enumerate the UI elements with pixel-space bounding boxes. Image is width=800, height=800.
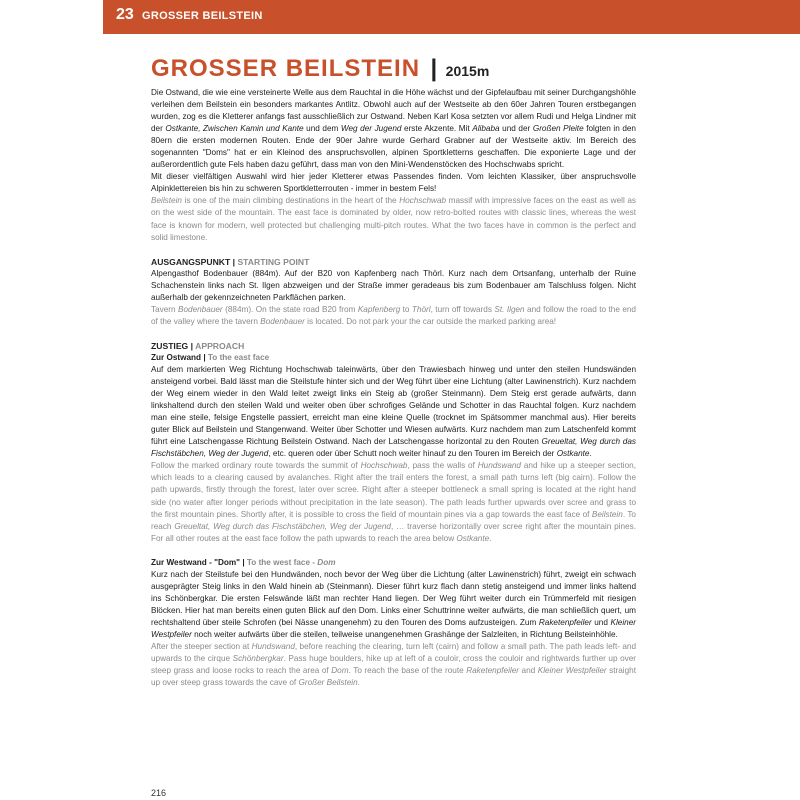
east-face-en: Follow the marked ordinary route towards the summit of Hochschwab, pass the walls of Hundswand and hike up a steeper section, which leads to a clearing caused by avalanches. Right after the trail enters the forest, a small path turns left (big cairn). Follow the path upwards, firstly through the forest, later over scree. Right after a steeper bottleneck a small spring is located at the right hand side (no water after longer periods without precipitation in the late season). The path leads further upwards over scree and grass to the first mountain pines. Shortly after, it is possible to cross the field of mountain pines via a gap towards the east face of Beilstein. To reach Greueltat, Weg durch das Fischstäbchen, Weg der Jugend, … traverse horizontally over scree right after the mountain pines. For all other routes at the east face follow the path upwards to reach the area below Ostkante. xyxy=(151,461,637,543)
chapter-number: 23 xyxy=(116,6,134,23)
east-face-heading: Zur Ostwand | To the east face xyxy=(151,352,270,362)
intro-paragraph-de-2: Mit dieser vielfältigen Auswahl wird hier jeder Kletterer etwas Passendes finden. Vom leichten Klassiker, über anspruchsvolle Alpinklettereien bis hin zu schweren Sportkletterrouten - immer in bestem Fels! xyxy=(151,172,636,194)
west-face-heading: Zur Westwand - "Dom" | To the west face - Dom xyxy=(151,557,336,567)
title-separator: | xyxy=(430,55,438,82)
starting-point-de: Alpengasthof Bodenbauer (884m). Auf der B20 von Kapfenberg nach Thörl. Kurz nach dem Ortsanfang, unterhalb der Ruine Schachenstein links nach St. Ilgen abzweigen und der Straße immer geradeaus bis zum Bodenbauer am Talschluss folgen. Nicht außerhalb der gekennzeichneten Parkflächen parken. xyxy=(151,268,636,302)
west-face-de: Kurz nach der Steilstufe bei den Hundwänden, noch bevor der Weg über die Lichtung (alter Lawinenstrich) führt, zweigt ein schwach ausgeprägter Steig links in den Wald hinein ab (Steinmann). Dieser führt kurz flach dann stetig ansteigend und immer links haltend ins Schönbergkar. Die ersten Felswände läßt man rechter Hand liegen. Der Weg führt weiter durch ein Trümmerfeld mit riesigen Blöcken. Hier hat man bereits einen guten Blick auf den Dom. Links einer Schuttrinne weiter aufwärts, die man schließlich quert, um rechtshaltend über steile Schrofen (bei Nässe unangenehm) zu den Touren des Doms aufzusteigen. Zum Raketenpfeiler und Kleiner Westpfeiler noch weiter aufwärts über die steilen, teilweise unangenehmen Grashänge der Salzleiten, in Richtung Beilsteinhöhle. xyxy=(151,569,637,639)
page-number: 216 xyxy=(151,788,167,798)
article-body xyxy=(151,87,636,689)
chapter-title: GROSSER BEILSTEIN xyxy=(142,10,263,22)
intro-paragraph-en: Beilstein is one of the main climbing destinations in the heart of the Hochschwab massif with impressive faces on the east as well as on the west side of the mountain. The east face is dominated by older, now retro-bolted routes with classic lines, whereas the west face is known for modern, well protected but challenging multi-pitch routes. What the two faces have in common is the perfect and solid limestone. xyxy=(151,196,636,242)
starting-point-en: Tavern Bodenbauer (884m). On the state road B20 from Kapfenberg to Thörl, turn off towards St. Ilgen and follow the road to the end of the valley where the tavern Bodenbauer is located. Do not park your the car outside the marked parking area! xyxy=(151,304,636,326)
west-face-en: After the steeper section at Hundswand, before reaching the clearing, turn left (cairn) and follow a small path. The path leads left- and upwards to the cirque Schönbergkar. Pass huge boulders, hike up at left of a couloir, cross the couloir and rightwards further up over steep grass and loose rocks to reach the area of Dom. To reach the base of the route Raketenpfeiler and Kleiner Westpfeiler straight up over steep grass towards the cave of Großer Beilstein. xyxy=(151,642,637,688)
east-face-de: Auf dem markierten Weg Richtung Hochschwab taleinwärts, über den Trawiesbach hinweg und unter den steilen Hundswänden ansteigend vorbei. Bald lässt man die Steilstufe hinter sich und der Weg führt über eine Lichtung (alter Lawinenstrich). Kurz nachdem der Weg einem wieder in den Wald leitet zweigt links ein Steig ab (großer Steinmann). Dem Steig erst gerade aufwärts, dann linkshaltend durch den steilen Wald und weiter oben über schrofiges Gelände und Schotter in das Rauchtal folgen. Kurz nachdem man eine steile, felsige Engstelle passiert, erreicht man eine kleine Quelle (trocknet im Spätsommer manchmal aus). Hier bereits guter Blick auf Beilstein und Stangenwand. Weiter über Schotter und Wiesen aufwärts. Kurz nachdem man zum Latschenfeld kommt führt eine Latschengasse Richtung Beilstein Ostwand. Nach der Latschengasse horizontal zu den Routen Greueltat, Weg durch das Fischstäbchen, Weg der Jugend, etc. queren oder über Schutt noch weiter hinauf zu den Touren im Bereich der Ostkante. xyxy=(151,364,636,459)
intro-paragraph-de: Die Ostwand, die wie eine versteinerte Welle aus dem Rauchtal in die Höhe wächst und der Gipfelaufbau mit seiner Durchgangshöhle verleihen dem Beilstein ein besonders markantes Antlitz. Obwohl auch auf der Westseite ab den 60er Jahren Touren erstbegangen wurden, zog es die Kletterer anfangs fast ausschließlich zur Ostwand. Neben Karl Kosa setzten vor allem Rudi und Helga Lindner mit der Ostkante, Zwischen Kamin und Kante und dem Weg der Jugend erste Akzente. Mit Alibaba und der Großen Pleite folgten in den 80ern die ersten modernen Routen. Ende der 90er Jahre wurde Gerhard Grabner auf der Westseite aktiv. Im Bereich des sogenannten "Doms" hat er ein Kleinod des anspruchsvollen, alpinen Sportkletterns geschaffen. Die exponierte Lage und der außerordentlich gute Fels haben dazu geführt, dass man von den Mini-Wendenstöcken des Hochschwabs spricht. xyxy=(151,88,636,170)
page-title xyxy=(151,55,489,83)
summit-altitude: 2015m xyxy=(445,63,490,79)
route-area-name: GROSSER BEILSTEIN xyxy=(151,55,421,82)
starting-point-heading: AUSGANGSPUNKT | STARTING POINT xyxy=(151,256,310,267)
approach-heading: ZUSTIEG | APPROACH xyxy=(151,340,245,351)
